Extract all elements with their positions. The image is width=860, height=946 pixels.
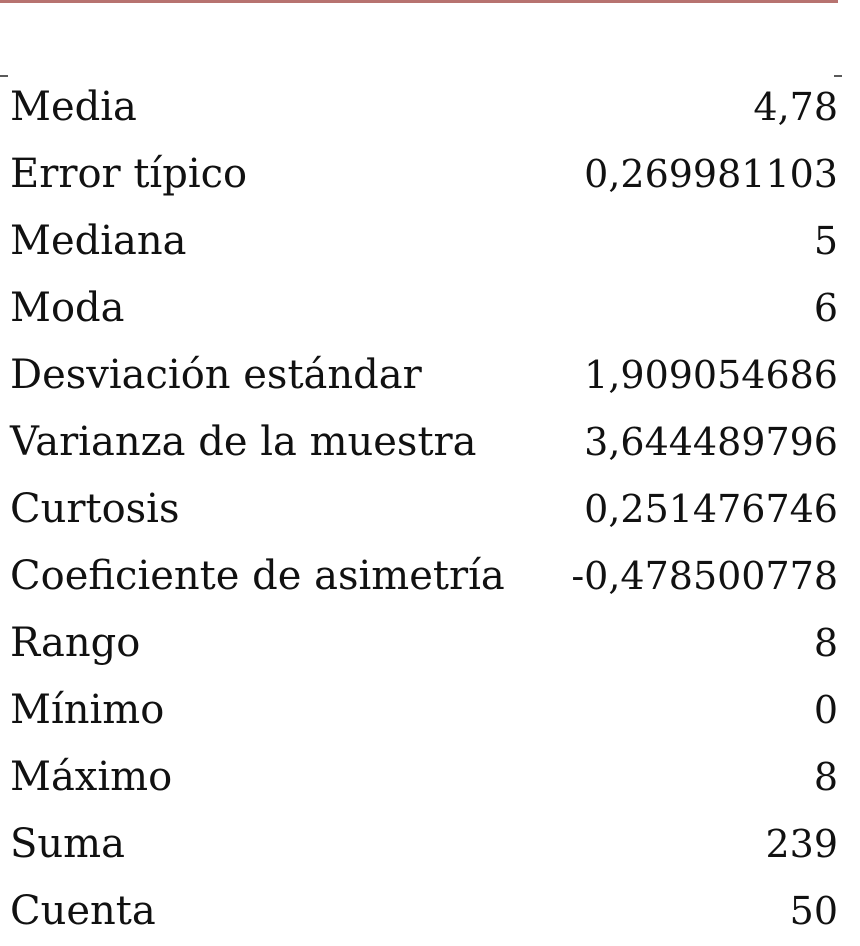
top-divider [0,0,838,3]
table-row [0,409,838,476]
row-label-varianza-muestra: Varianza de la muestra [10,419,477,465]
row-value-media: 4,78 [753,85,838,129]
row-value-desviacion-estandar: 1,909054686 [584,353,838,397]
table-row [0,543,838,610]
descriptive-statistics-table [0,74,838,945]
row-value-suma: 239 [765,822,838,866]
table-row [0,208,838,275]
row-label-media: Media [10,84,137,130]
row-value-minimo: 0 [813,688,838,732]
row-label-minimo: Mínimo [10,687,165,733]
row-value-cuenta: 50 [789,889,838,933]
row-label-error-tipico: Error típico [10,151,248,197]
table-row [0,74,838,141]
table-row [0,610,838,677]
row-value-coeficiente-asimetria: -0,478500778 [571,554,838,598]
table-row [0,342,838,409]
row-label-suma: Suma [10,821,125,867]
table-row [0,744,838,811]
row-value-error-tipico: 0,269981103 [584,152,838,196]
table-row [0,811,838,878]
row-label-curtosis: Curtosis [10,486,180,532]
row-label-mediana: Mediana [10,218,187,264]
table-row [0,275,838,342]
table-row [0,677,838,744]
row-value-moda: 6 [813,286,838,330]
table-row [0,878,838,945]
row-label-maximo: Máximo [10,754,173,800]
row-label-rango: Rango [10,620,141,666]
row-label-coeficiente-asimetria: Coeficiente de asimetría [10,553,505,599]
table-row [0,476,838,543]
row-value-curtosis: 0,251476746 [584,487,838,531]
row-value-varianza-muestra: 3,644489796 [584,420,838,464]
row-value-maximo: 8 [813,755,838,799]
row-label-moda: Moda [10,285,125,331]
row-value-mediana: 5 [813,219,838,263]
row-label-cuenta: Cuenta [10,888,156,934]
row-value-rango: 8 [813,621,838,665]
table-row [0,141,838,208]
row-label-desviacion-estandar: Desviación estándar [10,352,422,398]
